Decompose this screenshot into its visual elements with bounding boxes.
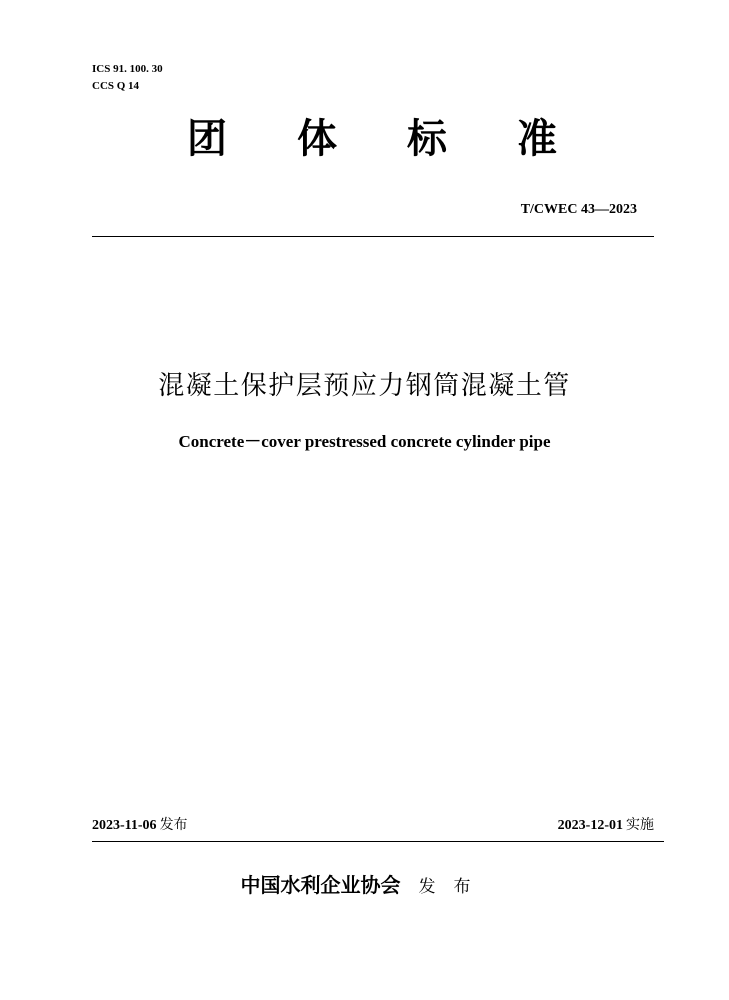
standard-type-char: 体 [297,116,337,162]
implement-label: 实施 [626,817,654,833]
standard-code: T/CWEC 43—2023 [520,202,637,217]
issue-date: 2023-11-06 [92,818,157,833]
issue-label: 发布 [159,817,188,833]
standard-type-char: 团 [187,116,227,162]
standard-type-char: 标 [407,116,447,162]
standard-type-heading [92,112,652,166]
issue-date-block [92,815,188,836]
implement-date-block [558,815,654,836]
publisher-name: 中国水利企业协会 [240,873,401,897]
implement-date: 2023-12-01 [557,818,623,833]
publisher-action: 发布 [418,877,489,897]
title-chinese: 混凝土保护层预应力钢筒混凝土管 [158,371,571,401]
header-divider [92,236,654,237]
title-english: Concrete－cover prestressed concrete cylinder pipe [178,432,551,451]
ccs-code: CCS Q 14 [92,80,140,92]
footer-divider [92,841,664,842]
classification-codes [92,61,163,95]
standard-type-char: 准 [517,116,557,162]
publisher-line [0,870,729,902]
ics-code: ICS 91. 100. 30 [92,63,163,75]
